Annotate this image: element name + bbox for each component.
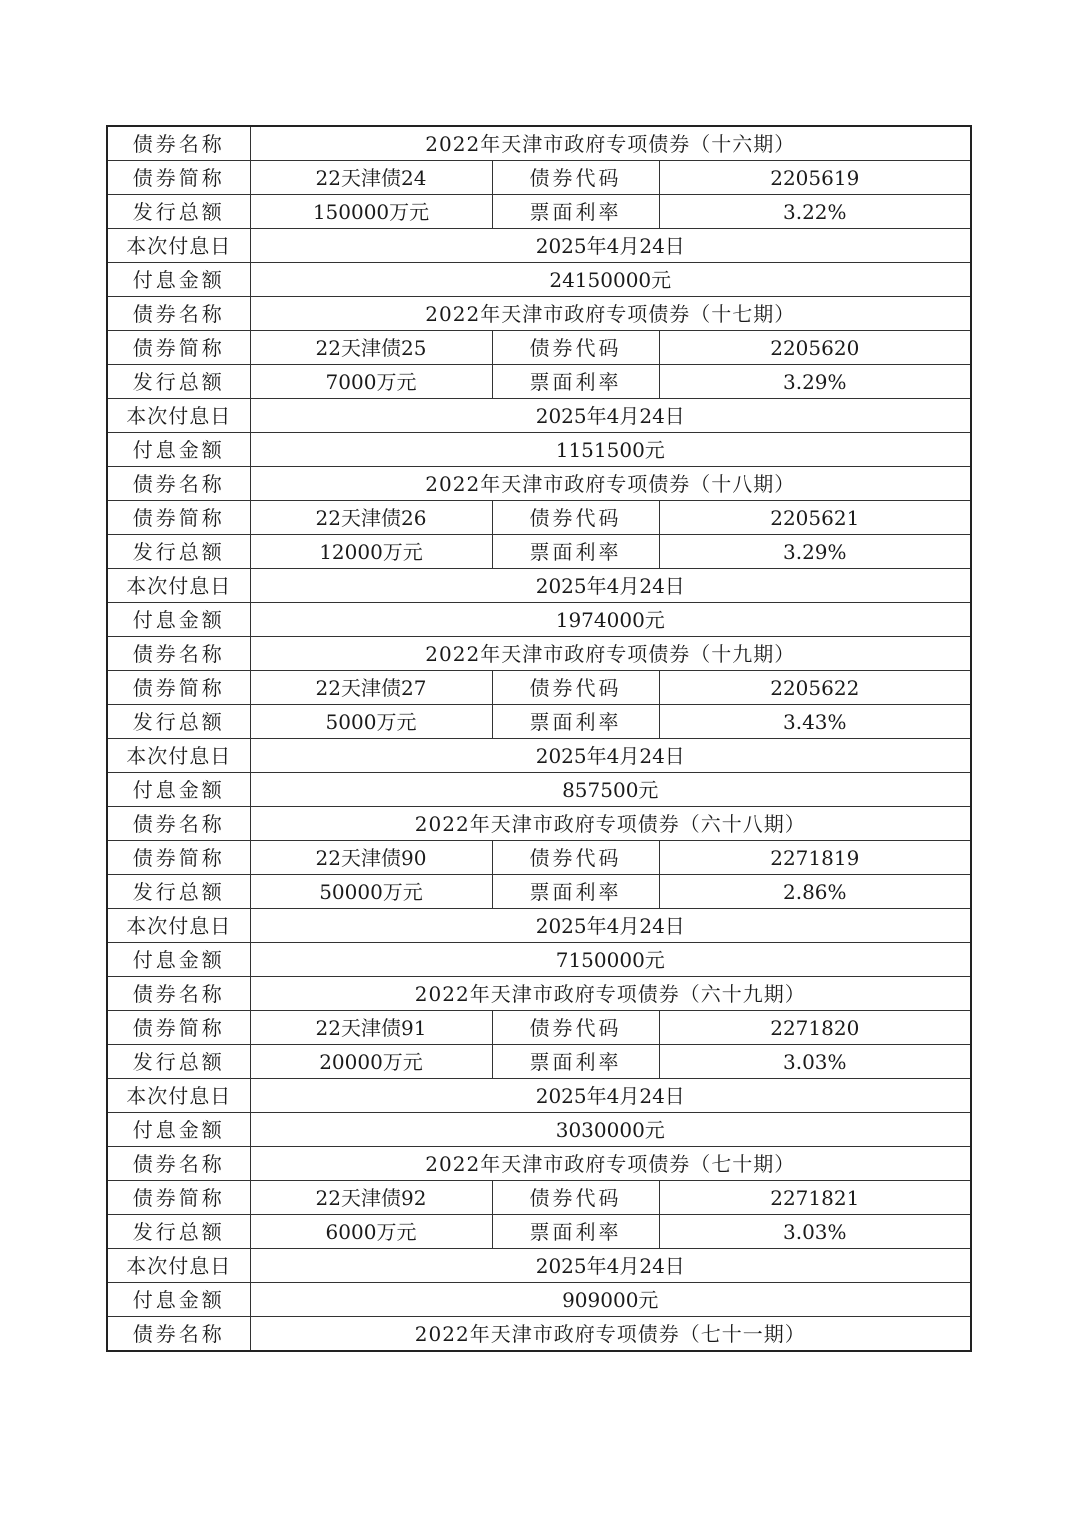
bond-code-label: 债券代码 — [492, 501, 659, 535]
payment-amount-value: 7150000元 — [250, 943, 971, 977]
short-name-value: 22天津债91 — [250, 1011, 492, 1045]
short-name-value: 22天津债24 — [250, 161, 492, 195]
bond-payment-date-row — [107, 569, 971, 603]
short-name-value: 22天津债92 — [250, 1181, 492, 1215]
bond-name-value: 2022年天津市政府专项债券（十八期） — [250, 467, 971, 501]
payment-amount-value: 909000元 — [250, 1283, 971, 1317]
bond-name-row — [107, 126, 971, 161]
bond-issue-row — [107, 705, 971, 739]
bond-issue-row — [107, 875, 971, 909]
payment-amount-label: 付息金额 — [107, 773, 250, 807]
bond-name-label: 债券名称 — [107, 1317, 250, 1352]
bond-name-row — [107, 1147, 971, 1181]
bond-payment-amount-row — [107, 603, 971, 637]
bond-name-row — [107, 467, 971, 501]
payment-amount-label: 付息金额 — [107, 1283, 250, 1317]
coupon-rate-value: 3.03% — [659, 1045, 971, 1079]
coupon-rate-value: 3.43% — [659, 705, 971, 739]
bond-payment-amount-row — [107, 433, 971, 467]
bond-code-label: 债券代码 — [492, 331, 659, 365]
bond-name-label: 债券名称 — [107, 467, 250, 501]
bond-name-row — [107, 1317, 971, 1352]
payment-date-label: 本次付息日 — [107, 229, 250, 263]
bond-issue-row — [107, 1045, 971, 1079]
bond-name-label: 债券名称 — [107, 807, 250, 841]
issue-amount-value: 20000万元 — [250, 1045, 492, 1079]
short-name-label: 债券简称 — [107, 841, 250, 875]
coupon-rate-value: 3.29% — [659, 535, 971, 569]
bond-short-name-row — [107, 1011, 971, 1045]
bond-payment-amount-row — [107, 1113, 971, 1147]
payment-amount-value: 1151500元 — [250, 433, 971, 467]
bond-code-value: 2205620 — [659, 331, 971, 365]
bond-name-value: 2022年天津市政府专项债券（六十九期） — [250, 977, 971, 1011]
coupon-rate-value: 3.22% — [659, 195, 971, 229]
issue-amount-value: 150000万元 — [250, 195, 492, 229]
payment-date-value: 2025年4月24日 — [250, 569, 971, 603]
bond-name-label: 债券名称 — [107, 977, 250, 1011]
issue-amount-label: 发行总额 — [107, 875, 250, 909]
bond-short-name-row — [107, 501, 971, 535]
payment-date-label: 本次付息日 — [107, 739, 250, 773]
payment-date-label: 本次付息日 — [107, 1079, 250, 1113]
bond-payment-amount-row — [107, 773, 971, 807]
bond-name-value: 2022年天津市政府专项债券（十七期） — [250, 297, 971, 331]
payment-amount-label: 付息金额 — [107, 603, 250, 637]
bond-name-value: 2022年天津市政府专项债券（七十一期） — [250, 1317, 971, 1352]
bond-name-label: 债券名称 — [107, 637, 250, 671]
bond-payment-date-row — [107, 1079, 971, 1113]
payment-amount-label: 付息金额 — [107, 263, 250, 297]
bond-name-value: 2022年天津市政府专项债券（十九期） — [250, 637, 971, 671]
issue-amount-label: 发行总额 — [107, 535, 250, 569]
bond-payment-amount-row — [107, 943, 971, 977]
coupon-rate-label: 票面利率 — [492, 195, 659, 229]
bond-payment-amount-row — [107, 263, 971, 297]
bond-issue-row — [107, 195, 971, 229]
short-name-label: 债券简称 — [107, 1011, 250, 1045]
issue-amount-value: 5000万元 — [250, 705, 492, 739]
bond-name-row — [107, 637, 971, 671]
coupon-rate-label: 票面利率 — [492, 875, 659, 909]
payment-amount-value: 24150000元 — [250, 263, 971, 297]
payment-date-label: 本次付息日 — [107, 399, 250, 433]
issue-amount-value: 6000万元 — [250, 1215, 492, 1249]
bond-payment-date-row — [107, 1249, 971, 1283]
payment-date-value: 2025年4月24日 — [250, 1079, 971, 1113]
bond-code-label: 债券代码 — [492, 161, 659, 195]
bond-short-name-row — [107, 1181, 971, 1215]
payment-date-value: 2025年4月24日 — [250, 399, 971, 433]
short-name-value: 22天津债25 — [250, 331, 492, 365]
bond-code-label: 债券代码 — [492, 671, 659, 705]
bond-code-label: 债券代码 — [492, 841, 659, 875]
payment-amount-value: 1974000元 — [250, 603, 971, 637]
bond-short-name-row — [107, 671, 971, 705]
coupon-rate-label: 票面利率 — [492, 1045, 659, 1079]
bond-name-value: 2022年天津市政府专项债券（六十八期） — [250, 807, 971, 841]
short-name-value: 22天津债27 — [250, 671, 492, 705]
short-name-label: 债券简称 — [107, 161, 250, 195]
payment-date-label: 本次付息日 — [107, 909, 250, 943]
bond-issue-row — [107, 365, 971, 399]
bond-payment-date-row — [107, 739, 971, 773]
coupon-rate-value: 2.86% — [659, 875, 971, 909]
issue-amount-value: 12000万元 — [250, 535, 492, 569]
issue-amount-label: 发行总额 — [107, 705, 250, 739]
payment-amount-label: 付息金额 — [107, 943, 250, 977]
payment-amount-label: 付息金额 — [107, 433, 250, 467]
bond-issue-row — [107, 1215, 971, 1249]
payment-date-value: 2025年4月24日 — [250, 909, 971, 943]
bond-code-label: 债券代码 — [492, 1181, 659, 1215]
payment-amount-value: 857500元 — [250, 773, 971, 807]
short-name-label: 债券简称 — [107, 331, 250, 365]
bond-payment-date-row — [107, 399, 971, 433]
bond-name-row — [107, 297, 971, 331]
bond-code-value: 2205622 — [659, 671, 971, 705]
bond-code-value: 2205619 — [659, 161, 971, 195]
bond-short-name-row — [107, 841, 971, 875]
bond-short-name-row — [107, 161, 971, 195]
short-name-label: 债券简称 — [107, 501, 250, 535]
bond-code-value: 2271819 — [659, 841, 971, 875]
coupon-rate-label: 票面利率 — [492, 1215, 659, 1249]
bond-payment-date-row — [107, 229, 971, 263]
bond-short-name-row — [107, 331, 971, 365]
bond-issue-row — [107, 535, 971, 569]
issue-amount-label: 发行总额 — [107, 195, 250, 229]
short-name-value: 22天津债26 — [250, 501, 492, 535]
payment-date-label: 本次付息日 — [107, 1249, 250, 1283]
issue-amount-label: 发行总额 — [107, 1215, 250, 1249]
bond-payment-amount-row — [107, 1283, 971, 1317]
issue-amount-label: 发行总额 — [107, 365, 250, 399]
payment-date-label: 本次付息日 — [107, 569, 250, 603]
coupon-rate-label: 票面利率 — [492, 365, 659, 399]
bond-payment-date-row — [107, 909, 971, 943]
payment-amount-value: 3030000元 — [250, 1113, 971, 1147]
payment-date-value: 2025年4月24日 — [250, 739, 971, 773]
issue-amount-label: 发行总额 — [107, 1045, 250, 1079]
payment-date-value: 2025年4月24日 — [250, 229, 971, 263]
bond-code-value: 2271821 — [659, 1181, 971, 1215]
payment-date-value: 2025年4月24日 — [250, 1249, 971, 1283]
coupon-rate-value: 3.29% — [659, 365, 971, 399]
bond-code-label: 债券代码 — [492, 1011, 659, 1045]
issue-amount-value: 7000万元 — [250, 365, 492, 399]
bond-name-value: 2022年天津市政府专项债券（十六期） — [250, 126, 971, 161]
payment-amount-label: 付息金额 — [107, 1113, 250, 1147]
coupon-rate-value: 3.03% — [659, 1215, 971, 1249]
bond-name-label: 债券名称 — [107, 1147, 250, 1181]
bond-name-row — [107, 977, 971, 1011]
coupon-rate-label: 票面利率 — [492, 705, 659, 739]
bond-name-row — [107, 807, 971, 841]
bond-code-value: 2205621 — [659, 501, 971, 535]
bond-name-value: 2022年天津市政府专项债券（七十期） — [250, 1147, 971, 1181]
bond-code-value: 2271820 — [659, 1011, 971, 1045]
bond-name-label: 债券名称 — [107, 126, 250, 161]
short-name-value: 22天津债90 — [250, 841, 492, 875]
issue-amount-value: 50000万元 — [250, 875, 492, 909]
bond-name-label: 债券名称 — [107, 297, 250, 331]
short-name-label: 债券简称 — [107, 1181, 250, 1215]
bond-interest-table — [106, 125, 972, 1352]
coupon-rate-label: 票面利率 — [492, 535, 659, 569]
short-name-label: 债券简称 — [107, 671, 250, 705]
